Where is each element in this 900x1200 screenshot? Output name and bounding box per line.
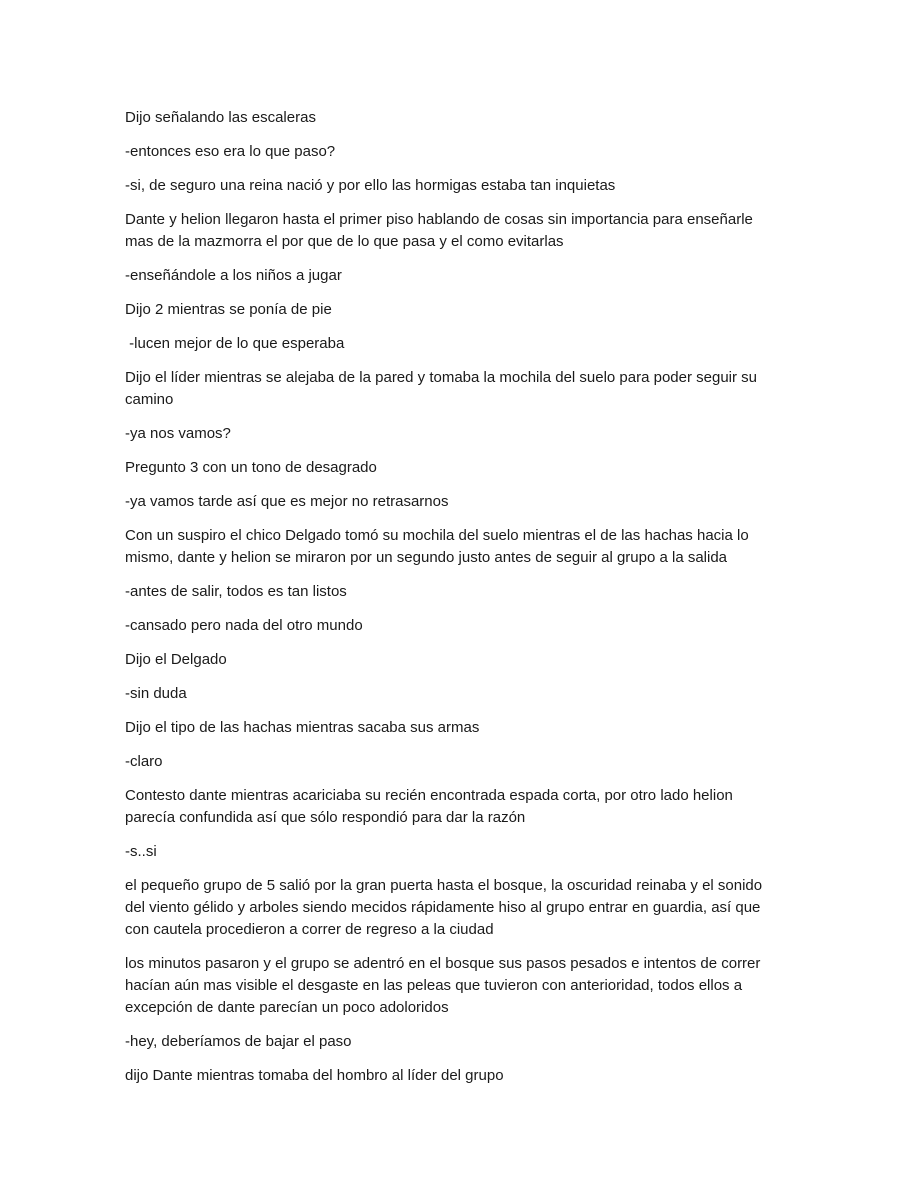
paragraph: -antes de salir, todos es tan listos: [125, 583, 347, 600]
paragraph: Contesto dante mientras acariciaba su recién encontrada espada corta, por otro lado helion parecía confundida así que sólo respondió para dar la razón: [125, 787, 738, 826]
paragraph: Pregunto 3 con un tono de desagrado: [125, 459, 377, 476]
paragraph: Dijo el Delgado: [125, 651, 227, 668]
paragraph: Dijo el líder mientras se alejaba de la pared y tomaba la mochila del suelo para poder seguir su camino: [125, 369, 762, 408]
paragraph: Dante y helion llegaron hasta el primer piso hablando de cosas sin importancia para enseñarle mas de la mazmorra el por que de lo que pasa y el como evitarlas: [125, 211, 758, 250]
paragraph: Dijo 2 mientras se ponía de pie: [125, 301, 332, 318]
paragraph: -ya nos vamos?: [125, 425, 231, 442]
paragraph: -si, de seguro una reina nació y por ello las hormigas estaba tan inquietas: [125, 177, 616, 194]
paragraph: -claro: [125, 753, 163, 770]
paragraph: dijo Dante mientras tomaba del hombro al líder del grupo: [125, 1067, 504, 1084]
paragraph: Dijo señalando las escaleras: [125, 109, 316, 126]
paragraph: -lucen mejor de lo que esperaba: [125, 335, 345, 352]
paragraph: Dijo el tipo de las hachas mientras sacaba sus armas: [125, 719, 480, 736]
paragraph: -enseñándole a los niños a jugar: [125, 267, 342, 284]
paragraph: -ya vamos tarde así que es mejor no retrasarnos: [125, 493, 449, 510]
paragraph: el pequeño grupo de 5 salió por la gran puerta hasta el bosque, la oscuridad reinaba y el sonido del viento gélido y arboles siendo mecidos rápidamente hiso al grupo entrar en guardia, así que con cautela procedieron a correr de regreso a la ciudad: [125, 877, 767, 938]
paragraph: -cansado pero nada del otro mundo: [125, 617, 363, 634]
document-body: [125, 107, 780, 1099]
paragraph: -sin duda: [125, 685, 187, 702]
paragraph: los minutos pasaron y el grupo se adentró en el bosque sus pasos pesados e intentos de correr hacían aún mas visible el desgaste en las peleas que tuvieron con anterioridad, todos ellos a excepción de dante parecían un poco adoloridos: [125, 955, 765, 1016]
paragraph: Con un suspiro el chico Delgado tomó su mochila del suelo mientras el de las hachas hacia lo mismo, dante y helion se miraron por un segundo justo antes de seguir al grupo a la salida: [125, 527, 753, 566]
paragraph: -s..si: [125, 843, 157, 860]
paragraph: -hey, deberíamos de bajar el paso: [125, 1033, 352, 1050]
paragraph: -entonces eso era lo que paso?: [125, 143, 336, 160]
